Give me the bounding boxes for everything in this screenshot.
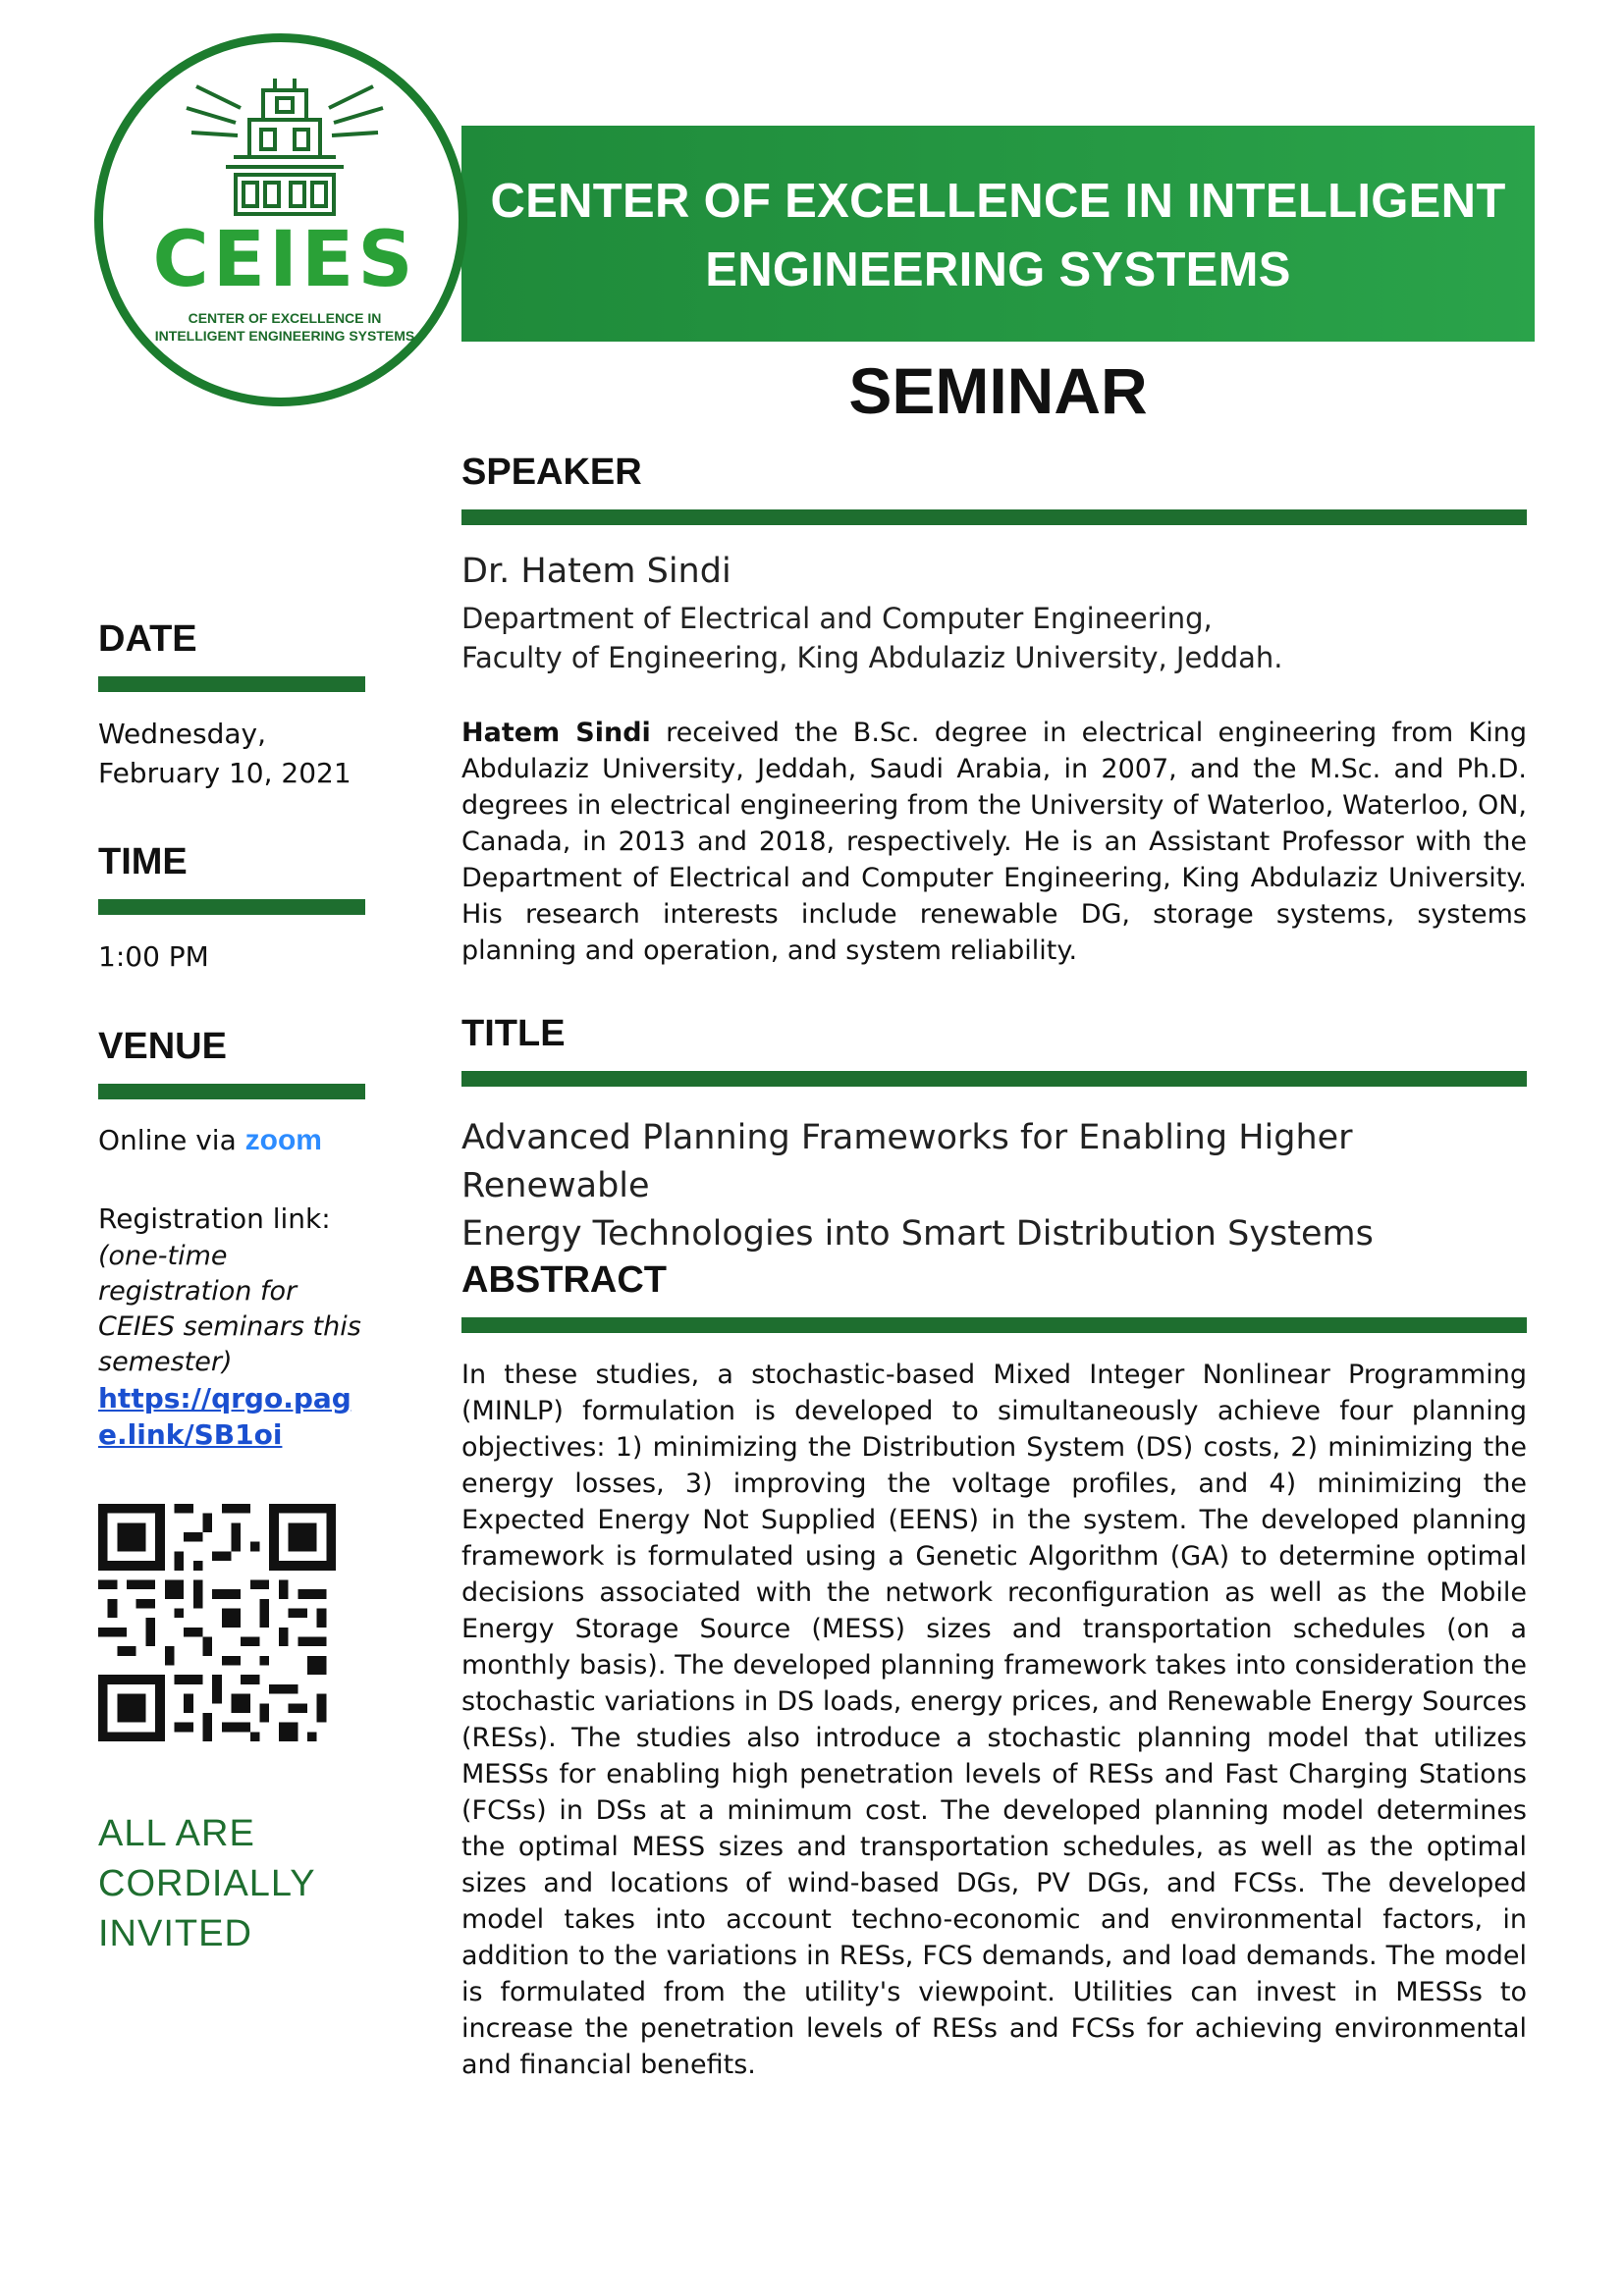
date-divider <box>98 676 365 692</box>
logo-subtitle-line2: INTELLIGENT ENGINEERING SYSTEMS <box>154 328 415 344</box>
zoom-logo: zoom <box>244 1124 322 1156</box>
center-title-line2: ENGINEERING SYSTEMS <box>705 243 1291 296</box>
time-value: 1:00 PM <box>98 940 209 973</box>
qr-code-icon[interactable] <box>98 1504 336 1741</box>
talk-title <box>461 1114 1527 1258</box>
venue-prefix: Online via <box>98 1124 237 1156</box>
date-value <box>98 715 365 793</box>
title-heading: TITLE <box>461 1013 566 1054</box>
center-title <box>461 167 1535 304</box>
title-divider <box>461 1071 1527 1087</box>
venue-value <box>98 1121 365 1160</box>
abstract-divider <box>461 1317 1527 1333</box>
center-title-line1: CENTER OF EXCELLENCE IN INTELLIGENT <box>490 175 1506 228</box>
time-heading: TIME <box>98 841 188 882</box>
affiliation-line1: Department of Electrical and Computer Engineering, <box>461 602 1213 635</box>
logo-subtitle <box>147 309 422 345</box>
bio-text: received the B.Sc. degree in electrical engineering from King Abdulaziz University, Jeddah, Saudi Arabia, in 2007, and the M.Sc. and Ph.D. degrees in electrical engineering from the University of Waterloo, Waterloo, ON, Canada, in 2013 and 2018, respectively. He is an Assistant Professor with the Department of Electrical and Computer Engineering, King Abdulaziz University. His research interests include renewable DG, storage systems, systems planning and operation, and system reliability. <box>461 718 1527 966</box>
speaker-heading: SPEAKER <box>461 452 642 493</box>
time-divider <box>98 899 365 915</box>
abstract-heading: ABSTRACT <box>461 1259 667 1301</box>
date-line2: February 10, 2021 <box>98 757 352 789</box>
logo-wordmark: CEIES <box>152 216 417 304</box>
abstract-text: In these studies, a stochastic-based Mixed Integer Nonlinear Programming (MINLP) formulation is developed to simultaneously achieve four planning objectives: 1) minimizing the Distribution System (DS) costs, 2) minimizing the energy losses, 3) improving the voltage profiles, and 4) minimizing the Expected Energy Not Supplied (EENS) in the system. The developed planning framework is formulated using a Genetic Algorithm (GA) to determine optimal decisions associated with the network reconfiguration as well as the Mobile Energy Storage Source (MESS) sizes and transportation schedules (on a monthly basis). The developed planning framework takes into consideration the stochastic variations in DS loads, energy prices, and Renewable Energy Sources (RESs). The studies also introduce a stochastic planning model that utilizes MESSs for enabling high penetration levels of RESs and Fast Charging Stations (FCSs) in DSs at a minimum cost. The developed planning model determines the optimal MESS sizes and transportation schedules, as well as the optimal sizes and locations of wind-based DGs, PV DGs, and FCSs. The developed model takes into account techno-economic and environmental factors, in addition to the variations in RESs, FCS demands, and load demands. The model is formulated from the utility's viewpoint. Utilities can invest in MESSs to increase the penetration levels of RESs and FCSs for achieving environmental and financial benefits. <box>461 1360 1527 2080</box>
registration-label: Registration link: <box>98 1202 331 1235</box>
registration-note: (one-time registration for CEIES seminars this semester) <box>98 1241 361 1377</box>
seminar-label: SEMINAR <box>848 354 1148 427</box>
bio-speaker-name: Hatem Sindi <box>461 718 651 748</box>
affiliation-line2: Faculty of Engineering, King Abdulaziz University, Jeddah. <box>461 641 1283 674</box>
date-line1: Wednesday, <box>98 718 267 750</box>
venue-divider <box>98 1084 365 1099</box>
invite-line1: ALL ARE <box>98 1813 255 1854</box>
talk-title-line1: Advanced Planning Frameworks for Enabling Higher Renewable <box>461 1118 1353 1205</box>
logo-subtitle-line1: CENTER OF EXCELLENCE IN <box>188 310 382 326</box>
talk-title-line2: Energy Technologies into Smart Distribution Systems <box>461 1214 1374 1254</box>
venue-heading: VENUE <box>98 1026 227 1067</box>
invite-line3: INVITED <box>98 1913 252 1954</box>
speaker-divider <box>461 509 1527 525</box>
speaker-affiliation <box>461 599 1527 677</box>
speaker-bio <box>461 715 1527 969</box>
registration-link[interactable]: https://qrgo.page.link/SB1oi <box>98 1382 352 1451</box>
date-heading: DATE <box>98 618 197 660</box>
speaker-name: Dr. Hatem Sindi <box>461 552 731 591</box>
invitation-text <box>98 1809 365 1959</box>
invite-line2: CORDIALLY <box>98 1863 316 1904</box>
